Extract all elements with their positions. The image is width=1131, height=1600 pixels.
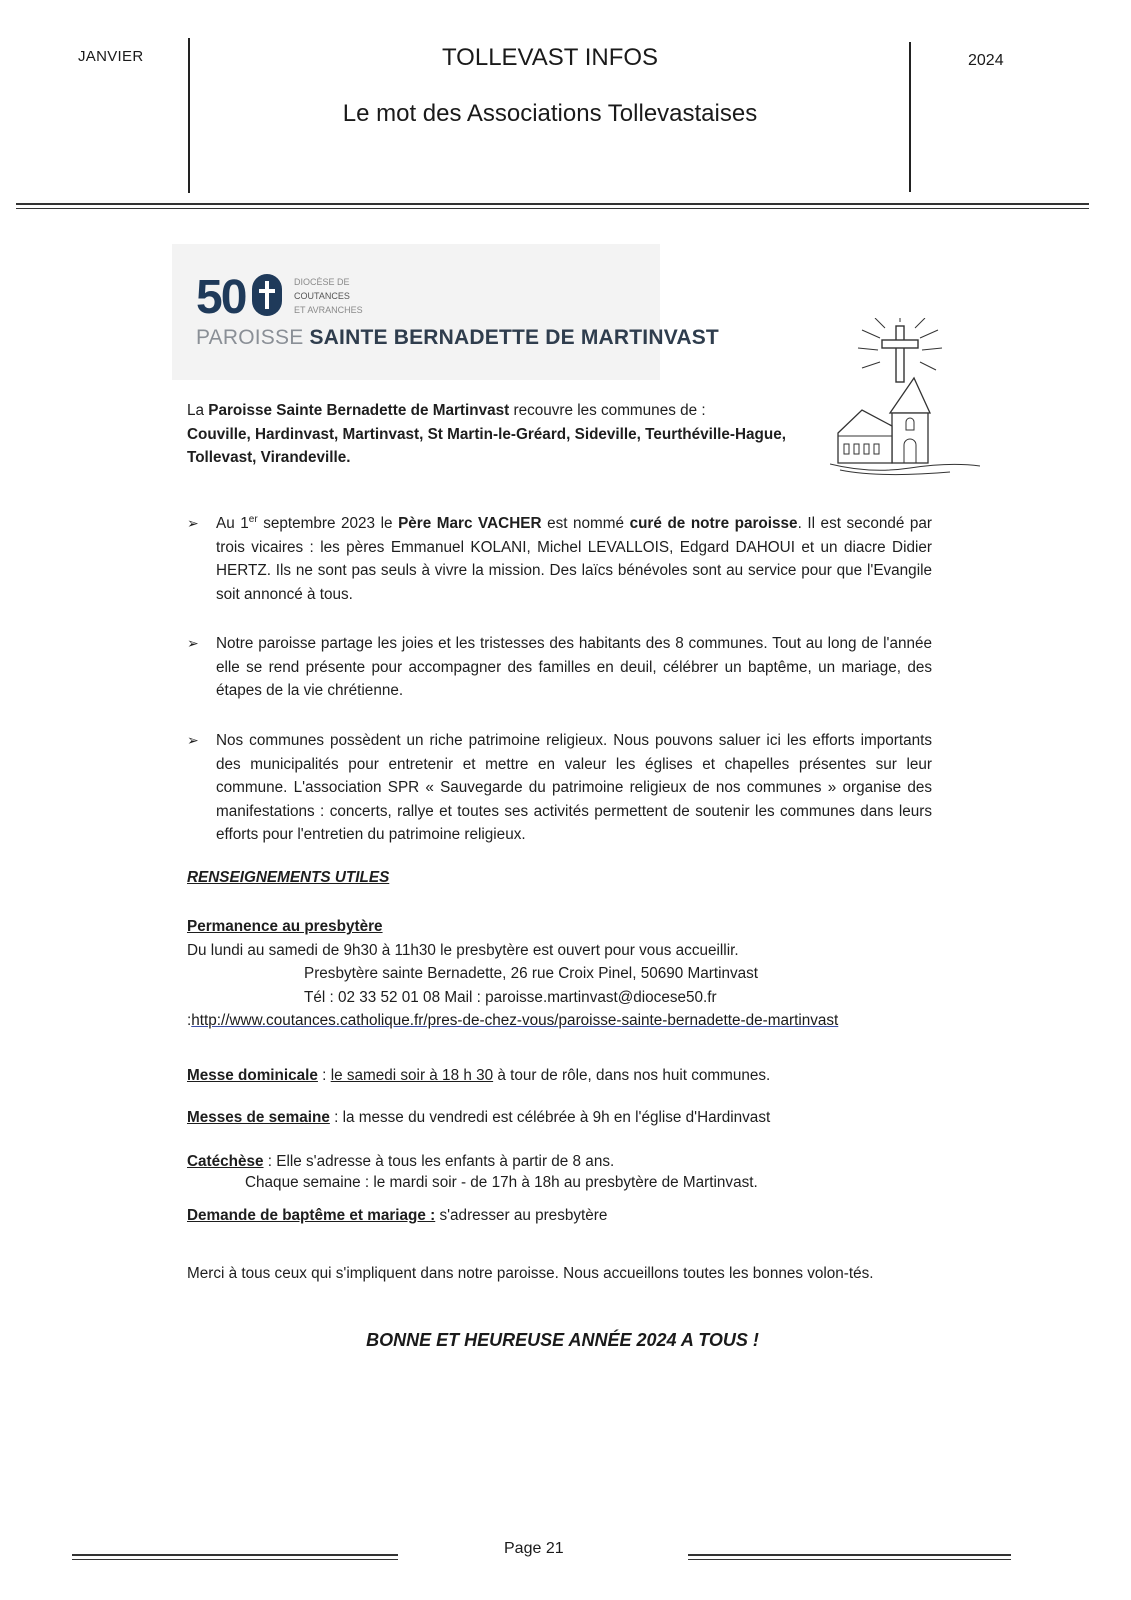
- parish-url-line: [187, 1009, 947, 1033]
- intro-lead: La: [187, 402, 209, 419]
- intro-communes: Couville, Hardinvast, Martinvast, St Martin-le-Gréard, Sideville, Teurthéville-Hague, Tollevast, Virandeville.: [187, 425, 786, 466]
- bullet-patrimoine: [187, 729, 932, 847]
- logo-number: 50: [196, 271, 246, 324]
- b1-part3: est nommé: [541, 515, 630, 532]
- demande-rest: s'adresser au presbytère: [435, 1207, 608, 1224]
- new-year-greeting: BONNE ET HEUREUSE ANNÉE 2024 A TOUS !: [366, 1330, 759, 1350]
- arrow-bullet-icon: ➢: [187, 515, 199, 531]
- catechese-block: [187, 1150, 947, 1194]
- b1-part2: septembre 2023 le: [257, 515, 399, 532]
- messe-dominicale-rest: à tour de rôle, dans nos huit communes.: [493, 1067, 771, 1084]
- closing-paragraph: Merci à tous ceux qui s'impliquent dans notre paroisse. Nous accueillons toutes les bonnes volon-tés.: [187, 1265, 874, 1282]
- church-illustration: [830, 318, 980, 482]
- arrow-bullet-icon: ➢: [187, 732, 199, 748]
- logo-parish-title: SAINTE BERNADETTE DE MARTINVAST: [309, 326, 719, 349]
- b1-part4: . Il est secondé par trois vicaires : les pères Emmanuel KOLANI, Michel LEVALLOIS, Edgard DAHOUI et un diacre Didier HERTZ. Ils ne sont pas seuls à vivre la mission. Des laïcs bénévoles sont au service pour que l'Evangile soit annoncé à tous.: [216, 515, 933, 603]
- demande-line: [187, 1204, 947, 1228]
- parish-logo: [172, 244, 719, 380]
- header-subtitle: Le mot des Associations Tollevastaises: [342, 100, 758, 127]
- messe-dominicale-line: [187, 1064, 947, 1088]
- permanence-block: [187, 915, 947, 1033]
- bullet-cure: [187, 512, 932, 606]
- demande-label: Demande de baptême et mariage :: [187, 1207, 436, 1224]
- logo-diocese: [294, 275, 363, 317]
- messes-semaine-rest: : la messe du vendredi est célébrée à 9h en l'église d'Hardinvast: [329, 1109, 771, 1126]
- header-year: 2024: [968, 52, 1004, 69]
- intro-paragraph: [187, 399, 827, 470]
- catechese-rest: : Elle s'adresse à tous les enfants à partir de 8 ans.: [263, 1153, 615, 1170]
- messes-semaine-label: Messes de semaine: [187, 1109, 330, 1126]
- permanence-hours: Du lundi au samedi de 9h30 à 11h30 le presbytère est ouvert pour vous accueillir.: [187, 941, 739, 959]
- presbytere-address: Presbytère sainte Bernadette, 26 rue Croix Pinel, 50690 Martinvast: [304, 965, 759, 982]
- b1-part1: Au 1: [216, 515, 249, 532]
- bullet-paroisse: [187, 632, 932, 703]
- cross-icon: [252, 274, 282, 316]
- logo-diocese-line1: DIOCÈSE DE: [294, 277, 350, 287]
- logo-parish-name: [196, 326, 719, 350]
- bullet-paroisse-text: Notre paroisse partage les joies et les tristesses des habitants des 8 communes. Tout au long de l'année elle se rend présente pour accompagner des familles en deuil, célébrer un baptême, un mariage, des étapes de la vie chrétienne.: [216, 635, 932, 699]
- header-rule: [16, 203, 1089, 209]
- messe-dominicale-sep: :: [317, 1067, 331, 1084]
- presbytere-contact: Tél : 02 33 52 01 08 Mail : paroisse.martinvast@diocese50.fr: [304, 988, 717, 1006]
- messes-semaine-line: [187, 1106, 947, 1130]
- arrow-bullet-icon: ➢: [187, 635, 199, 651]
- parish-website-link[interactable]: http://www.coutances.catholique.fr/pres-de-chez-vous/paroisse-sainte-bernadette-de-martinvast: [191, 1012, 839, 1029]
- permanence-title: Permanence au presbytère: [187, 918, 383, 935]
- logo-parish-prefix: PAROISSE: [196, 326, 304, 349]
- catechese-label: Catéchèse: [187, 1153, 264, 1170]
- b1-role: curé de notre paroisse: [629, 515, 798, 532]
- info-heading: RENSEIGNEMENTS UTILES: [187, 869, 390, 886]
- bullet-cure-text: [216, 512, 932, 606]
- footer-rule-right: [688, 1554, 1011, 1560]
- messe-dominicale-time: le samedi soir à 18 h 30: [330, 1067, 494, 1084]
- page-number: Page 21: [504, 1540, 564, 1557]
- header-month: JANVIER: [78, 48, 144, 65]
- catechese-week: Chaque semaine : le mardi soir - de 17h à 18h au presbytère de Martinvast.: [245, 1173, 758, 1191]
- b1-priest-name: Père Marc VACHER: [398, 515, 542, 532]
- logo-diocese-line3: ET AVRANCHES: [294, 305, 363, 315]
- header-divider-right: [909, 42, 911, 192]
- header-title: TOLLEVAST INFOS: [441, 44, 659, 71]
- messe-dominicale-label: Messe dominicale: [187, 1067, 318, 1084]
- intro-tail: recouvre les communes de :: [509, 402, 706, 419]
- bullet-patrimoine-text: Nos communes possèdent un riche patrimoine religieux. Nous pouvons saluer ici les efforts importants des municipalités pour entretenir et mettre en valeur les églises et chapelles présentes sur leur commune. L'association SPR « Sauvegarde du patrimoine religieux de nos communes » organise des manifestations : concerts, rallye et toutes ses activités permettent de soutenir les communes dans leurs efforts pour l'entretien du patrimoine religieux.: [216, 732, 932, 843]
- url-prefix: :: [187, 1012, 192, 1029]
- b1-sup: er: [248, 513, 258, 525]
- footer-rule-left: [72, 1554, 398, 1560]
- logo-diocese-line2: COUTANCES: [294, 291, 350, 301]
- intro-parish-name: Paroisse Sainte Bernadette de Martinvast: [208, 402, 510, 419]
